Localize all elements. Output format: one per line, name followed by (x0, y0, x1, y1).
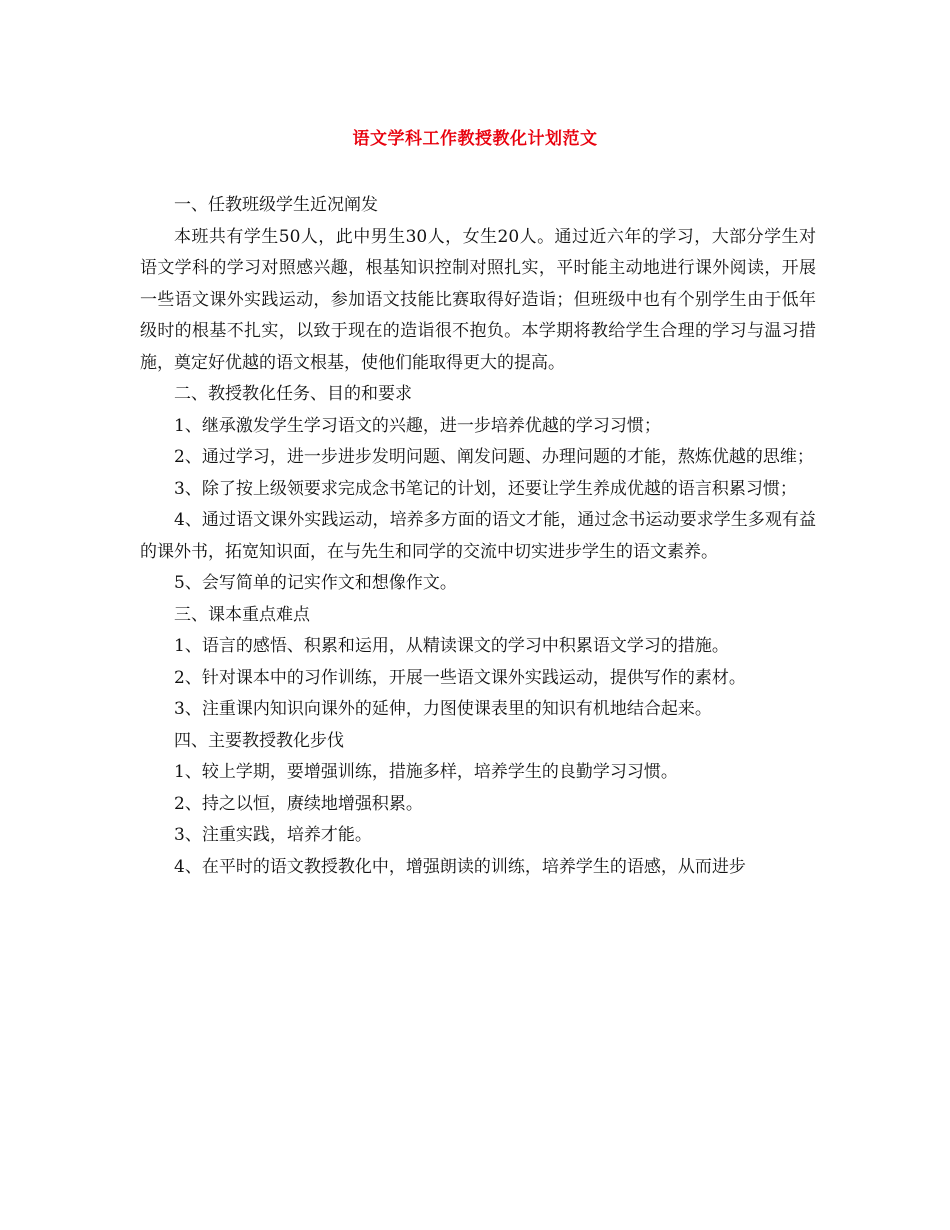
document-body (140, 190, 816, 883)
step-item-2: 2、持之以恒，赓续地增强积累。 (174, 793, 423, 814)
step-item-4: 4、在平时的语文教授教化中，增强朗读的训练，培养学生的语感，从而进步 (174, 856, 746, 877)
section-heading-3: 三、课本重点难点 (174, 604, 310, 625)
focus-item-1: 1、语言的感悟、积累和运用，从精读课文的学习中积累语文学习的措施。 (174, 636, 729, 656)
paragraph-class-overview: 本班共有学生50人，此中男生30人，女生20人。通过近六年的学习，大部分学生对语文学科的学习对照感兴趣，根基知识控制对照扎实，平时能主动地进行课外阅读，开展一些语文课外实践运动，参加语文技能比赛取得好造诣；但班级中也有个别学生由于低年级时的根基不扎实，以致于现在的造诣很不抱负。本学期将教给学生合理的学习与温习措施，奠定好优越的语文根基，使他们能取得更大的提高。 (140, 226, 816, 373)
document-title: 语文学科工作教授教化计划范文 (352, 129, 598, 149)
goal-item-5: 5、会写简单的记实作文和想像作文。 (174, 573, 457, 593)
goal-item-2: 2、通过学习，进一步进步发明问题、阐发问题、办理问题的才能，熬炼优越的思维； (174, 447, 814, 467)
goal-item-4: 4、通过语文课外实践运动，培养多方面的语文才能，通过念书运动要求学生多观有益的课外书，拓宽知识面，在与先生和同学的交流中切实进步学生的语文素养。 (140, 510, 816, 562)
step-item-3: 3、注重实践，培养才能。 (174, 825, 372, 845)
focus-item-2: 2、针对课本中的习作训练，开展一些语文课外实践运动，提供写作的素材。 (174, 667, 746, 688)
focus-item-3: 3、注重课内知识向课外的延伸，力图使课表里的知识有机地结合起来。 (174, 699, 712, 719)
section-heading-4: 四、主要教授教化步伐 (174, 730, 344, 751)
goal-item-3: 3、除了按上级领要求完成念书笔记的计划，还要让学生养成优越的语言积累习惯； (174, 478, 797, 499)
step-item-1: 1、较上学期，要增强训练，措施多样，培养学生的良勤学习习惯。 (174, 762, 678, 782)
section-heading-2: 二、教授教化任务、目的和要求 (174, 384, 412, 404)
goal-item-1: 1、继承激发学生学习语文的兴趣，进一步培养优越的学习习惯； (174, 415, 661, 436)
section-heading-1: 一、任教班级学生近况阐发 (174, 195, 378, 215)
